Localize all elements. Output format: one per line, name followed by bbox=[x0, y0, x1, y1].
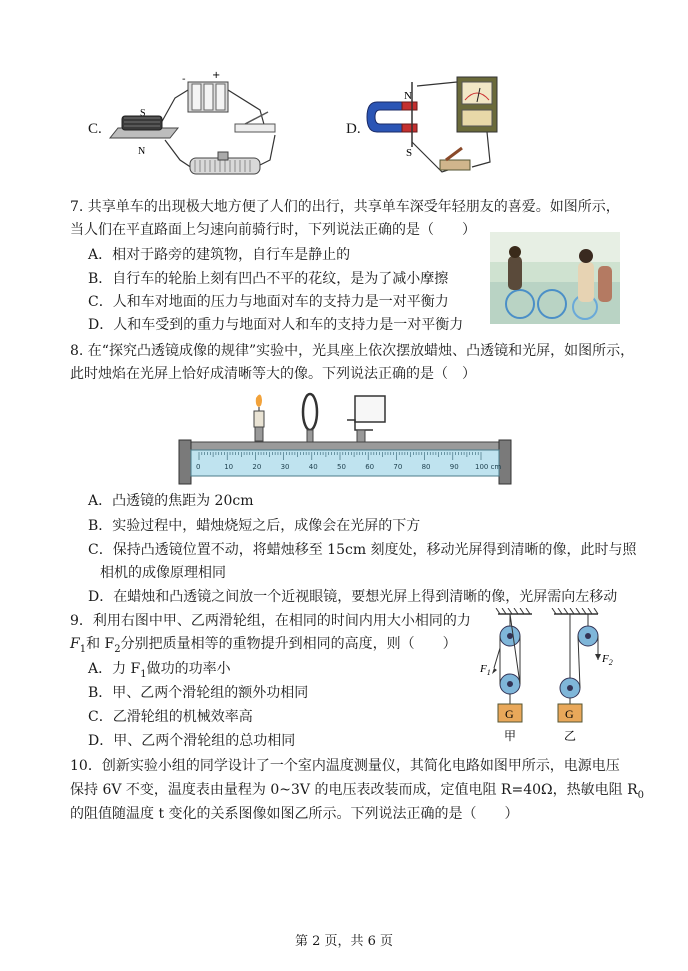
q10-stem-line2-text: 保持 6V 不变，温度表由量程为 0~3V 的电压表改装而成，定值电阻 R=40Ω，热敏电阻 R bbox=[70, 782, 638, 798]
convex-lens bbox=[303, 394, 317, 442]
q8-option-c: C．保持凸透镜位置不动，将蜡烛移至 15cm 刻度处，移动光屏得到清晰的像，此时与照 bbox=[88, 542, 637, 558]
force-f1-subscript: 1 bbox=[486, 668, 491, 677]
q8-option-c-cont: 相机的成像原理相同 bbox=[100, 565, 226, 581]
q9-option-a-sub: 1 bbox=[140, 668, 147, 680]
battery-pack bbox=[188, 82, 228, 112]
q10-r0-subscript: 0 bbox=[637, 789, 644, 801]
q7-stem-line2: 当人们在平直路面上匀速向前骑行时，下列说法正确的是（ ） bbox=[70, 222, 476, 238]
galvanometer bbox=[457, 77, 497, 132]
ruler-label: 20 bbox=[252, 463, 262, 471]
ceiling-jia bbox=[496, 608, 532, 614]
q9-option-a bbox=[88, 659, 231, 685]
q7-option-d: D．人和车受到的重力与地面对人和车的支持力是一对平衡力 bbox=[88, 317, 464, 333]
ruler-label: 100 cm bbox=[475, 463, 502, 471]
q7-option-b: B．自行车的轮胎上刻有凹凸不平的花纹，是为了减小摩擦 bbox=[88, 271, 449, 287]
ruler-label: 70 bbox=[393, 463, 403, 471]
q9-stem-mid: 和 F bbox=[86, 636, 115, 652]
light-screen bbox=[347, 396, 385, 442]
ruler-label: 0 bbox=[196, 463, 201, 471]
ruler-label: 90 bbox=[449, 463, 459, 471]
force-f1-label bbox=[479, 663, 491, 677]
page-footer: 第 2 页，共 6 页 bbox=[294, 934, 394, 949]
q7-option-a: A．相对于路旁的建筑物，自行车是静止的 bbox=[88, 247, 351, 263]
ceiling-yi bbox=[552, 608, 598, 614]
q9-stem-line2 bbox=[70, 634, 457, 660]
q9-option-c: C．乙滑轮组的机械效率高 bbox=[88, 709, 253, 725]
rheostat bbox=[190, 152, 260, 174]
q10-stem-line2 bbox=[70, 780, 644, 806]
ruler-label: 60 bbox=[365, 463, 375, 471]
q8-option-b: B．实验过程中，蜡烛烧短之后，成像会在光屏的下方 bbox=[88, 518, 421, 534]
label-yi: 乙 bbox=[564, 729, 577, 743]
optical-bench bbox=[179, 440, 511, 484]
q9-force-f1-symbol: F bbox=[70, 636, 80, 652]
label-jia: 甲 bbox=[504, 729, 517, 743]
pole-n-c: N bbox=[138, 146, 146, 157]
knife-switch bbox=[440, 148, 470, 170]
q8-option-d: D．在蜡烛和凸透镜之间放一个近视眼镜，要想光屏上得到清晰的像，光屏需向左移动 bbox=[88, 589, 618, 605]
pole-s-c: S bbox=[140, 108, 146, 119]
q7-stem-line1: 7. 共享单车的出现极大地方便了人们的出行，共享单车深受年轻朋友的喜爱。如图所示， bbox=[70, 199, 620, 215]
optical-bench-figure bbox=[175, 390, 515, 488]
force-f2-subscript: 2 bbox=[608, 658, 613, 667]
candle bbox=[254, 394, 264, 441]
ruler-label: 80 bbox=[421, 463, 431, 471]
q8-option-a: A．凸透镜的焦距为 20cm bbox=[88, 493, 254, 509]
option-d-label: D. bbox=[346, 121, 361, 137]
magnet-galvanometer-figure bbox=[362, 72, 502, 182]
q9-f1-subscript: 1 bbox=[79, 643, 87, 655]
q8-stem-line1: 8. 在“探究凸透镜成像的规律”实验中，光具座上依次摆放蜡烛、凸透镜和光屏，如图所示， bbox=[70, 343, 635, 359]
q9-option-b: B．甲、乙两个滑轮组的额外功相同 bbox=[88, 685, 309, 701]
battery-plus: + bbox=[212, 70, 221, 81]
q9-f2-subscript: 2 bbox=[114, 643, 121, 655]
electromagnet bbox=[110, 116, 178, 138]
ruler-label: 40 bbox=[308, 463, 318, 471]
q10-stem-line3: 的阻值随温度 t 变化的关系图像如图乙所示。下列说法正确的是（ ） bbox=[70, 806, 519, 822]
q7-option-c: C．人和车对地面的压力与地面对车的支持力是一对平衡力 bbox=[88, 294, 449, 310]
q9-stem-line1: 9．利用右图中甲、乙两滑轮组，在相同的时间内用大小相同的力 bbox=[70, 613, 471, 629]
pulley-jia bbox=[492, 614, 522, 722]
electromagnet-circuit-figure bbox=[100, 70, 300, 190]
weight-g-jia: G bbox=[505, 707, 514, 721]
weight-g-yi: G bbox=[565, 707, 574, 721]
ruler-label: 50 bbox=[337, 463, 346, 471]
q9-option-a-pre: A．力 F bbox=[88, 661, 141, 677]
q9-option-d: D．甲、乙两个滑轮组的总功相同 bbox=[88, 733, 296, 749]
shared-bike-photo bbox=[490, 232, 620, 324]
q10-stem-line1: 10．创新实验小组的同学设计了一个室内温度测量仪，其简化电路如图甲所示，电源电压 bbox=[70, 758, 620, 774]
pole-s-d: S bbox=[406, 147, 413, 159]
force-f2-label bbox=[601, 653, 613, 667]
battery-minus: - bbox=[182, 74, 186, 85]
q9-stem-post: 分别把质量相等的重物提升到相同的高度，则（ ） bbox=[120, 636, 457, 652]
pulley-yi bbox=[558, 614, 601, 722]
pole-n-d: N bbox=[404, 90, 412, 102]
pulley-systems-figure bbox=[478, 608, 628, 743]
ruler-label: 30 bbox=[280, 463, 290, 471]
force-f2-symbol: F bbox=[602, 653, 609, 665]
switch bbox=[235, 112, 275, 132]
force-f1-symbol: F bbox=[480, 663, 487, 675]
option-c-label: C. bbox=[88, 121, 102, 137]
q8-stem-line2: 此时烛焰在光屏上恰好成清晰等大的像。下列说法正确的是（ ） bbox=[70, 366, 476, 382]
q9-option-a-post: 做功的功率小 bbox=[146, 661, 231, 677]
ruler-label: 10 bbox=[224, 463, 234, 471]
